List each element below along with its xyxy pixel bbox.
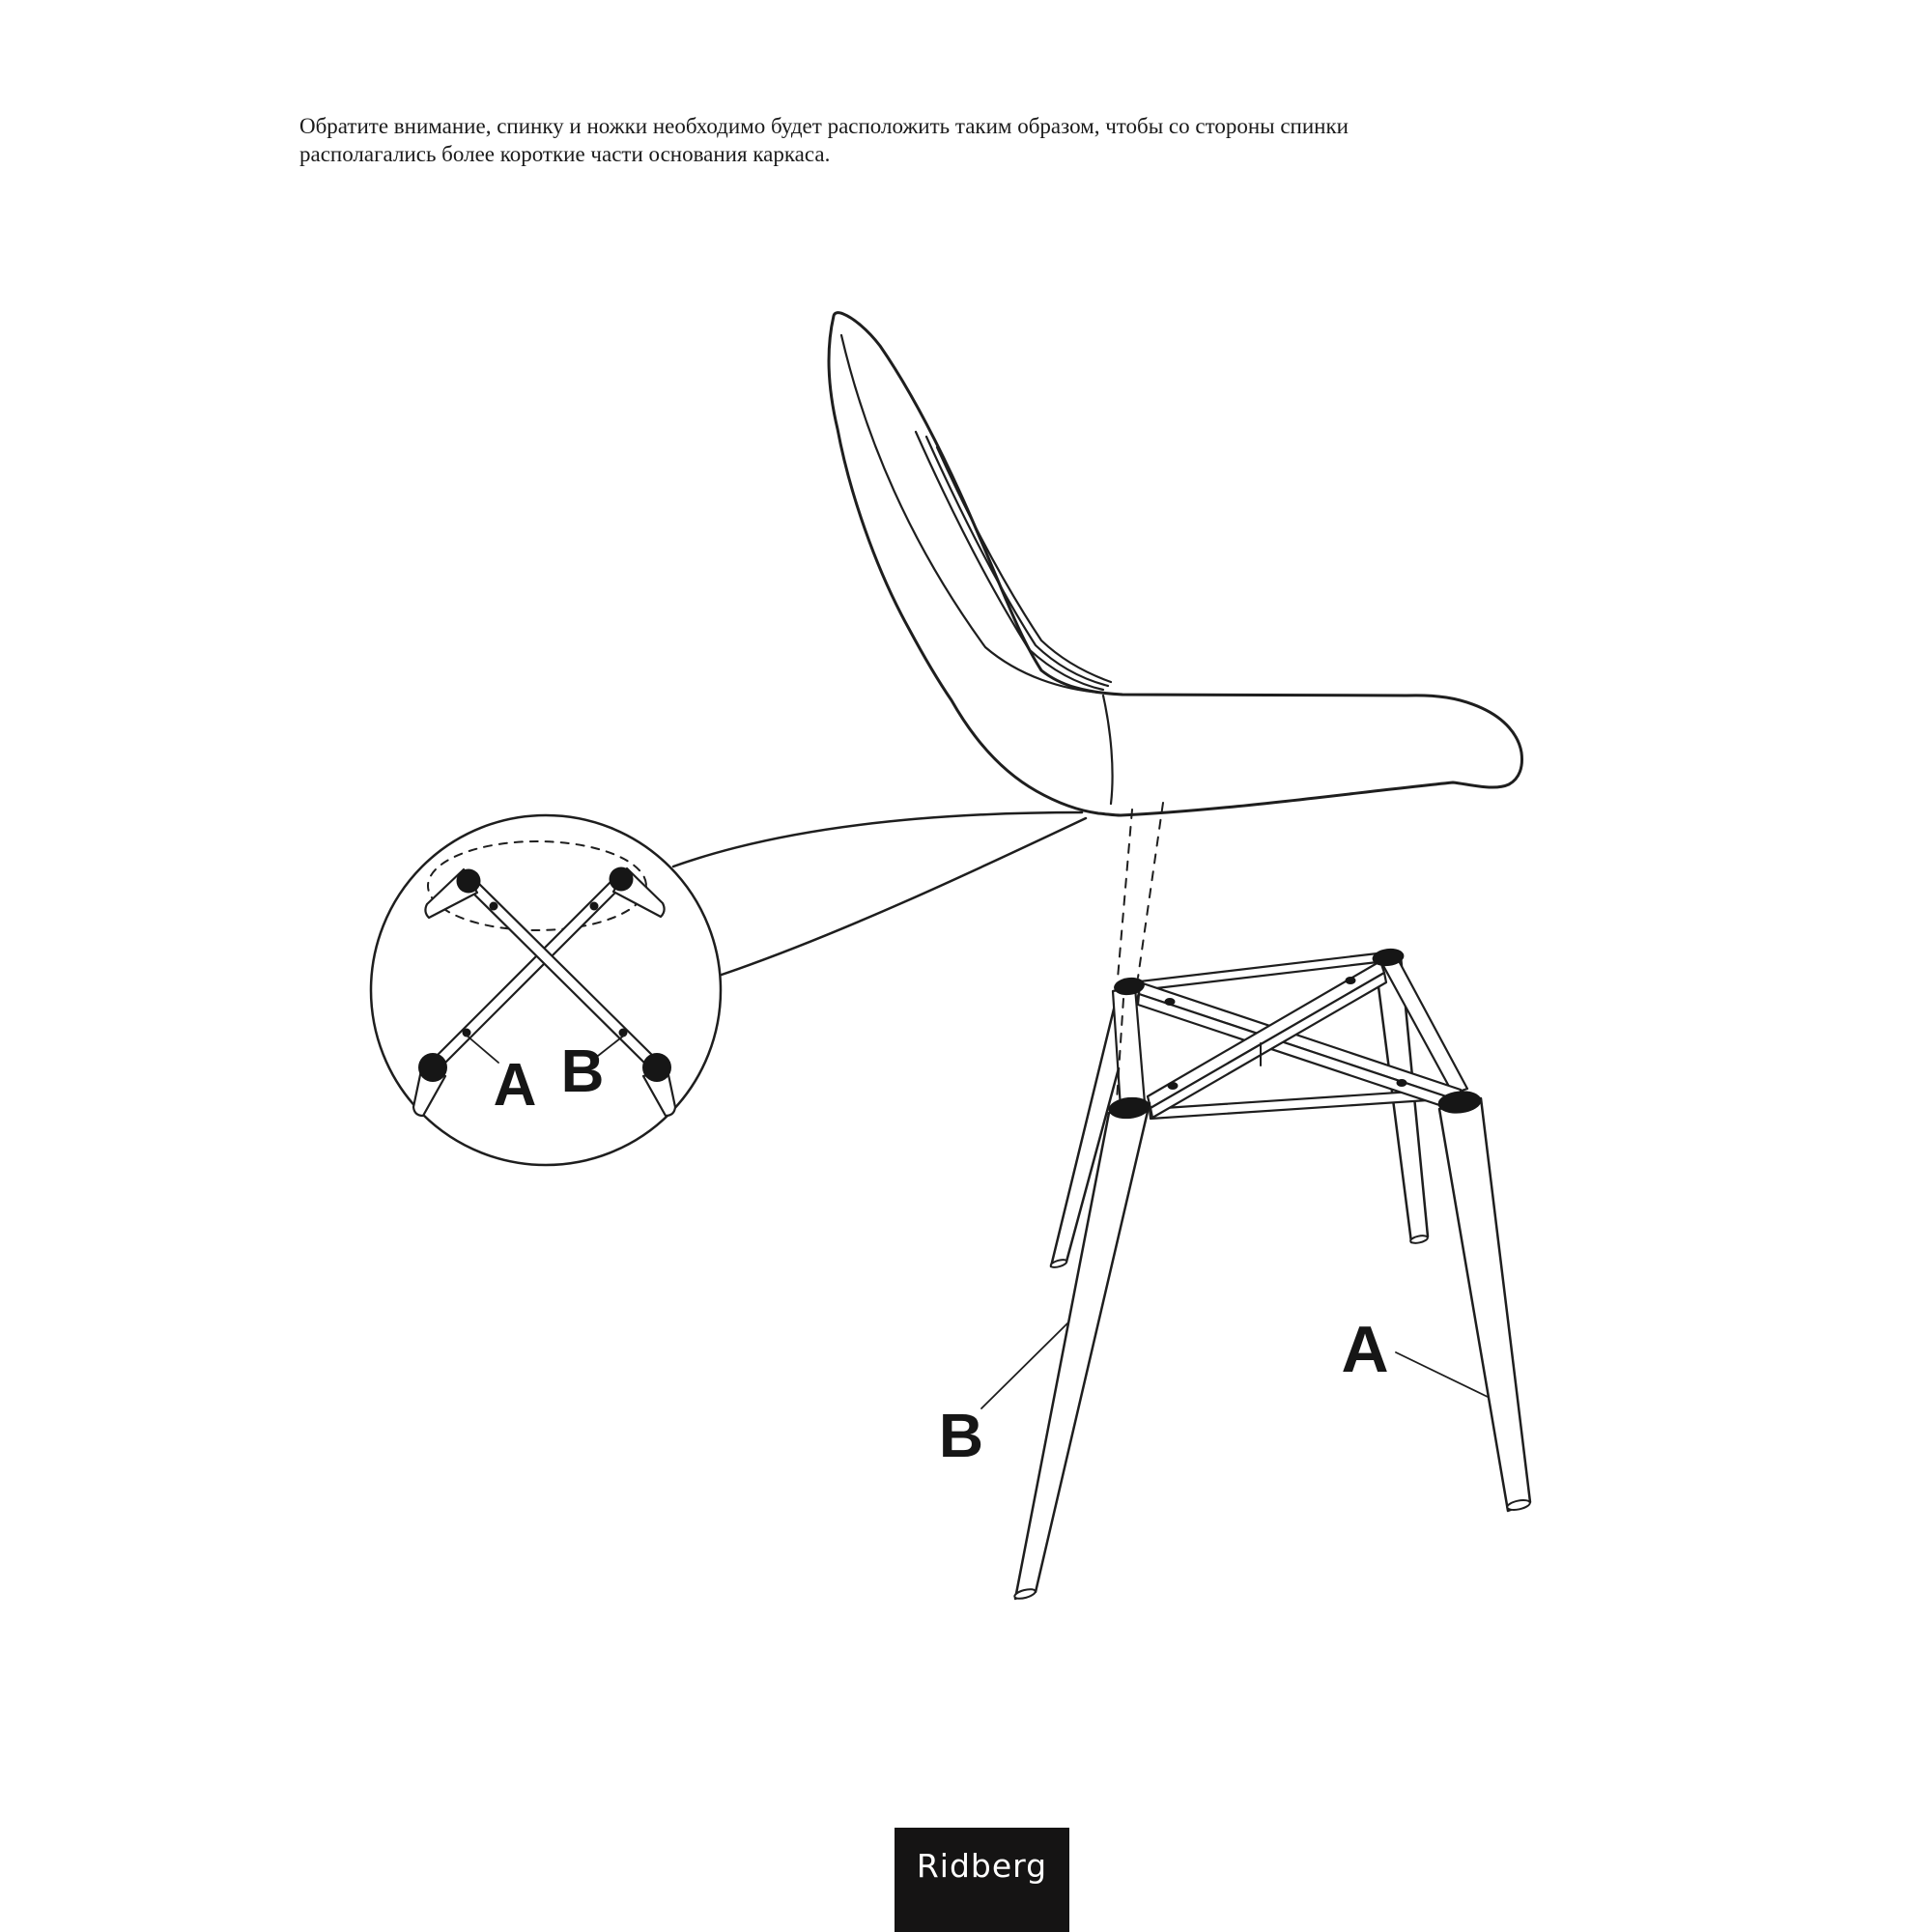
brand-logo bbox=[895, 1828, 1069, 1932]
detail-label-b: B bbox=[560, 1038, 605, 1105]
screw-dot bbox=[1168, 1082, 1179, 1090]
callout-tail-lower bbox=[719, 818, 1086, 976]
screw-dot bbox=[590, 902, 599, 911]
frame-label-b: B bbox=[938, 1401, 984, 1470]
callout-tail-upper bbox=[673, 812, 1082, 867]
brand-logo-text: Ridberg bbox=[916, 1847, 1048, 1885]
instruction-note-line2: располагались более короткие части основания каркаса. bbox=[299, 142, 831, 166]
alignment-guide-dashed bbox=[1138, 803, 1163, 978]
screw-dot bbox=[490, 902, 498, 911]
chair-silhouette bbox=[829, 313, 1521, 815]
leg-socket bbox=[610, 867, 634, 892]
chair-side-view bbox=[829, 313, 1521, 815]
leg-socket bbox=[457, 869, 481, 894]
frame-label-a-leader bbox=[1396, 1352, 1488, 1397]
front-right-leg bbox=[1439, 1098, 1530, 1511]
leg-socket bbox=[642, 1053, 671, 1082]
leg-socket bbox=[418, 1053, 447, 1082]
screw-dot bbox=[1346, 977, 1356, 984]
instruction-note-line1: Обратите внимание, спинку и ножки необходимо будет расположить таким образом, чтобы со стороны спинки bbox=[299, 114, 1349, 138]
frame-label-a: A bbox=[1341, 1313, 1389, 1386]
screw-dot bbox=[1165, 998, 1176, 1006]
detail-callout bbox=[371, 812, 1086, 1165]
detail-label-a: A bbox=[493, 1052, 537, 1119]
leg-frame bbox=[939, 803, 1531, 1601]
screw-dot bbox=[1397, 1079, 1407, 1087]
alignment-guide-dashed bbox=[1118, 810, 1132, 979]
